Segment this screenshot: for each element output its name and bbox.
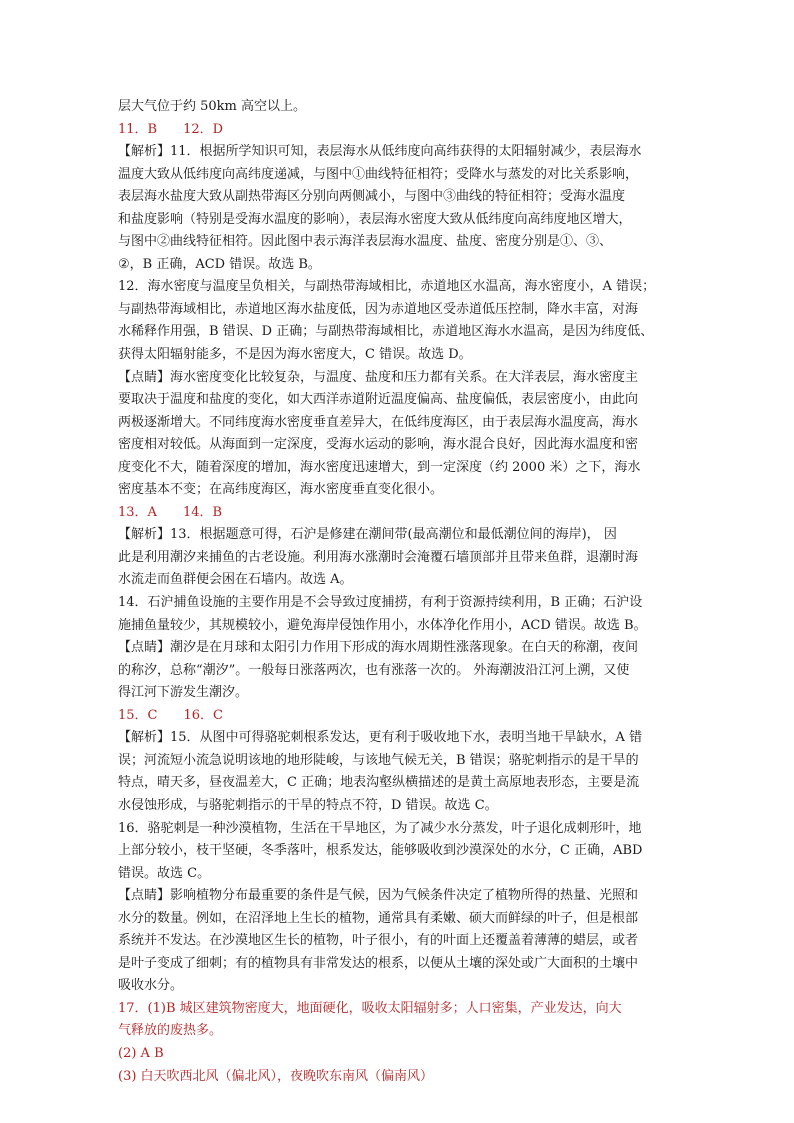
text-line: 12．海水密度与温度呈负相关，与副热带海域相比，赤道地区水温高，海水密度小，A 错误； [118, 279, 656, 295]
answer-line: (3) 白天吹西北风（偏北风），夜晚吹东南风（偏南风） [118, 1068, 434, 1084]
text-line: 与副热带海域相比，赤道地区海水盐度低，因为赤道地区受赤道低压控制，降水丰富，对海 [118, 301, 639, 317]
answer-line: 11．B 12．D [118, 121, 224, 137]
text-line: 是叶子变成了细刺；有的植物具有非常发达的根系，以便从土壤的深处或广大面积的土壤中 [118, 955, 639, 971]
text-line: 获得太阳辐射能多，不是因为海水密度大，C 错误。故选 D。 [118, 347, 472, 363]
answer-line: 17．(1)B 城区建筑物密度大，地面硬化，吸收太阳辐射多；人口密集，产业发达，向大 [118, 1000, 622, 1016]
text-line: 密度基本不变；在高纬度海区，海水密度垂直变化很小。 [118, 482, 444, 498]
text-line: 温度大致从低纬度向高纬度递减，与图中①曲线特征相符；受降水与蒸发的对比关系影响， [118, 166, 639, 182]
answer-line: 13．A 14．B [118, 504, 223, 520]
text-line: 【点睛】影响植物分布最重要的条件是气候，因为气候条件决定了植物所得的热量、光照和 [118, 888, 639, 904]
text-line: 水稀释作用强，B 错误、D 正确；与副热带海域相比，赤道地区海水水温高，是因为纬度低、 [118, 324, 654, 340]
text-line: 得江河下游发生潮汐。 [118, 685, 249, 701]
text-line: 与图中②曲线特征相符。因此图中表示海洋表层海水温度、盐度、密度分别是①、③、 [118, 234, 613, 250]
text-line: 14．石沪捕鱼设施的主要作用是不会导致过度捕捞，有利于资源持续利用，B 正确；石沪设 [118, 595, 643, 611]
answer-page [118, 96, 684, 1088]
text-line: 水侵蚀形成，与骆驼刺指示的干旱的特点不符，D 错误。故选 C。 [118, 797, 498, 813]
text-line: 【解析】13．根据题意可得，石沪是修建在潮间带(最高潮位和最低潮位间的海岸)， 因 [118, 527, 617, 543]
text-line: 水分的数量。例如，在沼泽地上生长的植物，通常具有柔嫩、硕大而鲜绿的叶子，但是根部 [118, 910, 639, 926]
text-line: 【点睛】海水密度变化比较复杂，与温度、盐度和压力都有关系。在大洋表层，海水密度主 [118, 369, 639, 385]
answer-line: 15．C 16．C [118, 707, 223, 723]
text-line: 密度相对较低。从海面到一定深度，受海水运动的影响，海水混合良好，因此海水温度和密 [118, 437, 639, 453]
text-line: 误；河流短小流急说明该地的地形陡峻，与该地气候无关，B 错误；骆驼刺指示的是干旱的 [118, 752, 639, 768]
text-line: 水流走而鱼群便会困在石墙内。故选 A。 [118, 572, 353, 588]
text-line: 和盐度影响（特别是受海水温度的影响），表层海水密度大致从低纬度向高纬度地区增大， [118, 211, 632, 227]
text-line: 层大气位于约 50km 高空以上。 [118, 99, 307, 114]
text-line: 的称汐，总称“潮汐”。一般每日涨落两次，也有涨落一次的。 外海潮波沿江河上溯，又使 [118, 662, 630, 678]
text-line: 吸收水分。 [118, 978, 184, 994]
text-line: 上部分较小，枝干坚硬，冬季落叶，根系发达，能够吸收到沙漠深处的水分，C 正确，ABD [118, 843, 643, 859]
text-line: ②，B 正确，ACD 错误。故选 B。 [118, 256, 321, 272]
text-line: 表层海水盐度大致从副热带海区分别向两侧减小，与图中③曲线的特征相符；受海水温度 [118, 189, 626, 205]
text-line: 16．骆驼刺是一种沙漠植物，生活在干旱地区，为了减少水分蒸发，叶子退化成刺形叶，地 [118, 820, 642, 836]
text-line: 错误。故选 C。 [118, 865, 211, 881]
text-line: 【解析】11．根据所学知识可知，表层海水从低纬度向高纬获得的太阳辐射减少，表层海水 [118, 144, 642, 160]
answer-line: 气释放的废热多。 [118, 1023, 223, 1039]
text-line: 特点，晴天多，昼夜温差大，C 正确；地表沟壑纵横描述的是黄土高原地表形态，主要是流 [118, 775, 640, 791]
text-line: 度变化不大，随着深度的增加，海水密度迅速增大，到一定深度（约 2000 米）之下，海水 [118, 459, 641, 475]
answer-line: (2) A B [118, 1045, 164, 1061]
text-line: 【解析】15．从图中可得骆驼刺根系发达，更有利于吸收地下水，表明当地干旱缺水，A 错 [118, 730, 643, 746]
text-line: 此是利用潮汐来捕鱼的古老设施。利用海水涨潮时会淹覆石墙顶部并且带来鱼群，退潮时海 [118, 549, 639, 565]
text-line: 施捕鱼量较少，其规模较小，避免海岸侵蚀作用小，水体净化作用小，ACD 错误。故选 B。 [118, 617, 647, 633]
text-line: 要取决于温度和盐度的变化，如大西洋赤道附近温度偏高、盐度偏低，表层密度小，由此向 [118, 392, 639, 408]
text-line: 系统并不发达。在沙漠地区生长的植物，叶子很小，有的叶面上还覆盖着薄薄的蜡层，或者 [118, 933, 639, 949]
text-line: 【点睛】潮汐是在月球和太阳引力作用下形成的海水周期性涨落现象。在白天的称潮，夜间 [118, 640, 639, 656]
text-line: 两极逐渐增大。不同纬度海水密度垂直差异大，在低纬度海区，由于表层海水温度高，海水 [118, 414, 639, 430]
